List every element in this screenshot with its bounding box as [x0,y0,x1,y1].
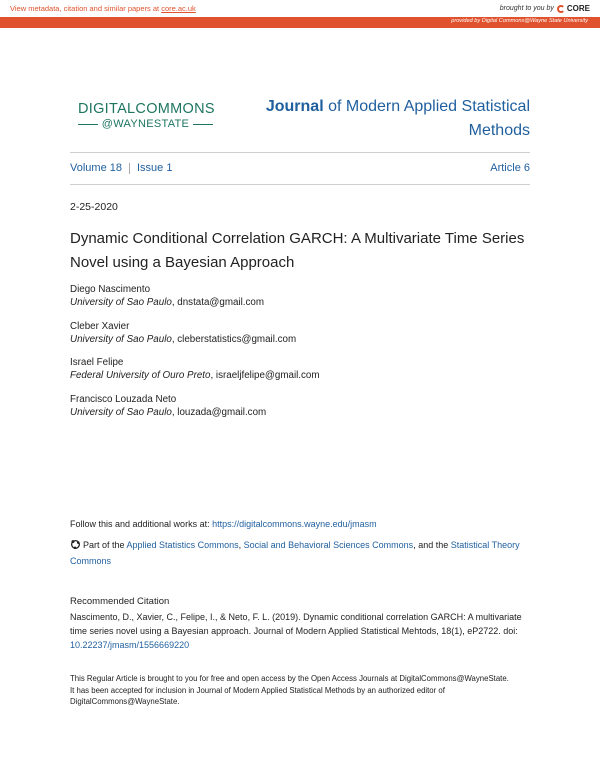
publication-date: 2-25-2020 [70,201,118,213]
core-link-target[interactable]: core.ac.uk [161,4,196,13]
network-icon [70,539,81,550]
meta-separator [129,163,130,174]
core-logo[interactable] [557,4,590,13]
journal-title-bold: Journal [265,98,324,115]
author-block [70,393,266,419]
follow-line [70,519,377,529]
social-behavioral-sciences-commons-link[interactable]: Social and Behavioral Sciences Commons [243,540,414,550]
core-link-prefix: View metadata, citation and similar papers at [10,4,162,13]
applied-statistics-commons-link[interactable]: Applied Statistics Commons [126,540,239,550]
doi-link[interactable]: 10.22237/jmasm/1556669220 [70,640,190,650]
logo-line-left [78,124,98,125]
recommended-citation-heading: Recommended Citation [70,596,170,607]
author-affiliation: Federal University of Ouro Preto [70,370,211,381]
issue-link[interactable]: Issue 1 [136,162,173,174]
author-name: Diego Nascimento [70,284,151,295]
divider-bottom [70,184,530,185]
journal-title-line2: Methods [468,122,530,139]
author-block [70,320,296,346]
author-affiliation: University of Sao Paulo [70,407,172,418]
author-email[interactable]: , israeljfelipe@gmail.com [210,370,320,381]
author-block [70,356,320,382]
core-logo-icon [557,5,565,13]
author-affiliation: University of Sao Paulo [70,334,172,345]
author-name: Francisco Louzada Neto [70,394,177,405]
open-access-note: This Regular Article is brought to you for free and open access by the Open Access Journals at DigitalCommons@WayneState. It has been accepted for inclusion in Journal of Modern Applied Statistical Methods by an authorized editor of DigitalCommons@WayneState. [70,674,509,706]
follow-url-link[interactable]: https://digitalcommons.wayne.edu/jmasm [212,519,377,529]
recommended-citation-body [70,610,535,652]
author-name: Cleber Xavier [70,321,130,332]
core-logo-text: CORE [566,4,590,13]
part-of-sep: , and the [413,540,451,550]
core-brand[interactable] [500,4,590,13]
author-email[interactable]: , cleberstatistics@gmail.com [171,334,297,345]
logo-bottom-text: @WAYNESTATE [101,118,190,130]
author-email[interactable]: , louzada@gmail.com [171,407,267,418]
logo-top-text: DIGITALCOMMONS [78,101,215,117]
issue-meta [70,162,530,174]
core-metadata-link[interactable] [10,4,196,13]
volume-link[interactable]: Volume 18 [70,162,122,174]
journal-title-rest: of Modern Applied Statistical [323,98,530,115]
article-link[interactable]: Article 6 [490,162,530,174]
statistical-theory-commons-link[interactable]: Statistical Theory Commons [70,540,520,566]
author-block [70,283,264,309]
divider-top [70,152,530,153]
follow-text: Follow this and additional works at: [70,519,213,529]
journal-title[interactable] [240,95,530,143]
author-name: Israel Felipe [70,357,124,368]
part-of-line [70,537,535,569]
digitalcommons-logo[interactable] [78,101,213,130]
author-email[interactable]: , dnstata@gmail.com [171,297,265,308]
logo-bottom [78,118,213,130]
article-title: Dynamic Conditional Correlation GARCH: A Multivariate Time Series Novel using a Bayesian Approach [70,230,525,271]
part-of-prefix: Part of the [83,540,127,550]
provided-by-bar [0,17,600,28]
core-brought-by: brought to you by [499,5,554,12]
logo-line-right [193,124,213,125]
author-affiliation: University of Sao Paulo [70,297,172,308]
citation-text: Nascimento, D., Xavier, C., Felipe, I., & Neto, F. L. (2019). Dynamic conditional correlation GARCH: A multivariate time series novel using a Bayesian approach. Journal of Modern Applied Statistical Mehtods, 18(1), eP2722. doi: [70,612,522,636]
provided-by-text: provided by Digital Commons@Wayne State University [451,18,588,24]
part-of-sep: , [238,540,244,550]
